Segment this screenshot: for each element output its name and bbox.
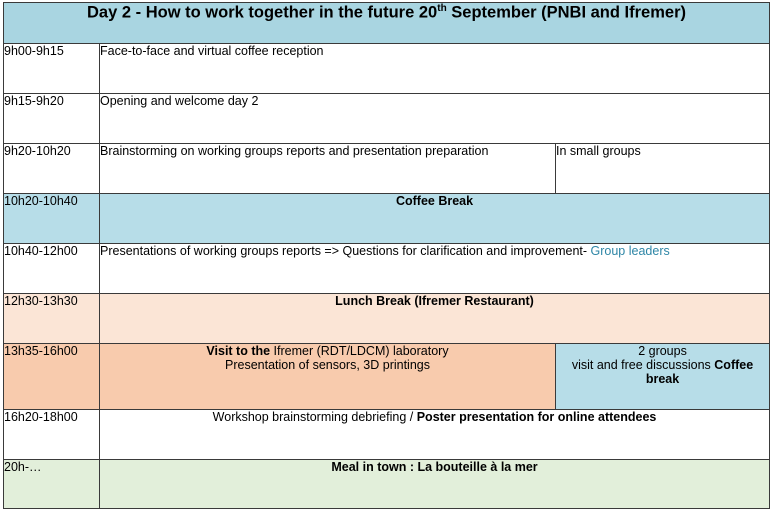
time-cell: 16h20-18h00: [4, 410, 100, 460]
time-cell: 9h00-9h15: [4, 44, 100, 94]
lunch-break-cell: Lunch Break (Ifremer Restaurant): [100, 294, 770, 344]
agenda-row: [4, 44, 770, 94]
note-cell: In small groups: [556, 144, 770, 194]
time-cell: 12h30-13h30: [4, 294, 100, 344]
time-cell: 9h15-9h20: [4, 94, 100, 144]
agenda-row: [4, 460, 770, 509]
title-prefix: Day 2 - How to work together in the future 20: [87, 3, 438, 22]
visit-text: Ifremer (RDT/LDCM) laboratory: [270, 344, 449, 358]
visit-cell: [100, 344, 556, 410]
groups-line2: visit and free discussions: [571, 358, 715, 372]
agenda-row: [4, 144, 770, 194]
time-cell: 10h20-10h40: [4, 194, 100, 244]
title-suffix: September (PNBI and Ifremer): [446, 3, 686, 22]
time-cell: 13h35-16h00: [4, 344, 100, 410]
visit-bold-text: Visit to the: [206, 344, 271, 358]
agenda-row: [4, 194, 770, 244]
time-cell: 9h20-10h20: [4, 144, 100, 194]
agenda-row: [4, 244, 770, 294]
activity-cell: Brainstorming on working groups reports and presentation preparation: [100, 144, 556, 194]
agenda-row: [4, 410, 770, 460]
agenda-row: [4, 94, 770, 144]
agenda-row: [4, 344, 770, 410]
poster-text: Poster presentation for online attendees: [416, 410, 657, 424]
groups-line1: 2 groups: [638, 344, 687, 358]
activity-text: Presentations of working groups reports => Questions for clarification and improvement-: [100, 244, 591, 258]
meal-cell: Meal in town : La bouteille à la mer: [100, 460, 770, 509]
groups-cell: [556, 344, 770, 410]
activity-cell: [100, 244, 770, 294]
groups-coffee-break: Coffee break: [645, 358, 754, 386]
group-leaders-text: Group leaders: [590, 244, 670, 258]
debriefing-cell: [100, 410, 770, 460]
agenda-table: [3, 2, 770, 509]
activity-cell: Opening and welcome day 2: [100, 94, 770, 144]
activity-cell: Face-to-face and virtual coffee reception: [100, 44, 770, 94]
agenda-title: [4, 3, 770, 44]
title-superscript: th: [437, 3, 447, 14]
time-cell: 20h-…: [4, 460, 100, 509]
agenda-row: [4, 294, 770, 344]
coffee-break-cell: Coffee Break: [100, 194, 770, 244]
visit-line2: Presentation of sensors, 3D printings: [225, 358, 430, 372]
debriefing-text: Workshop brainstorming debriefing /: [212, 410, 417, 424]
time-cell: 10h40-12h00: [4, 244, 100, 294]
